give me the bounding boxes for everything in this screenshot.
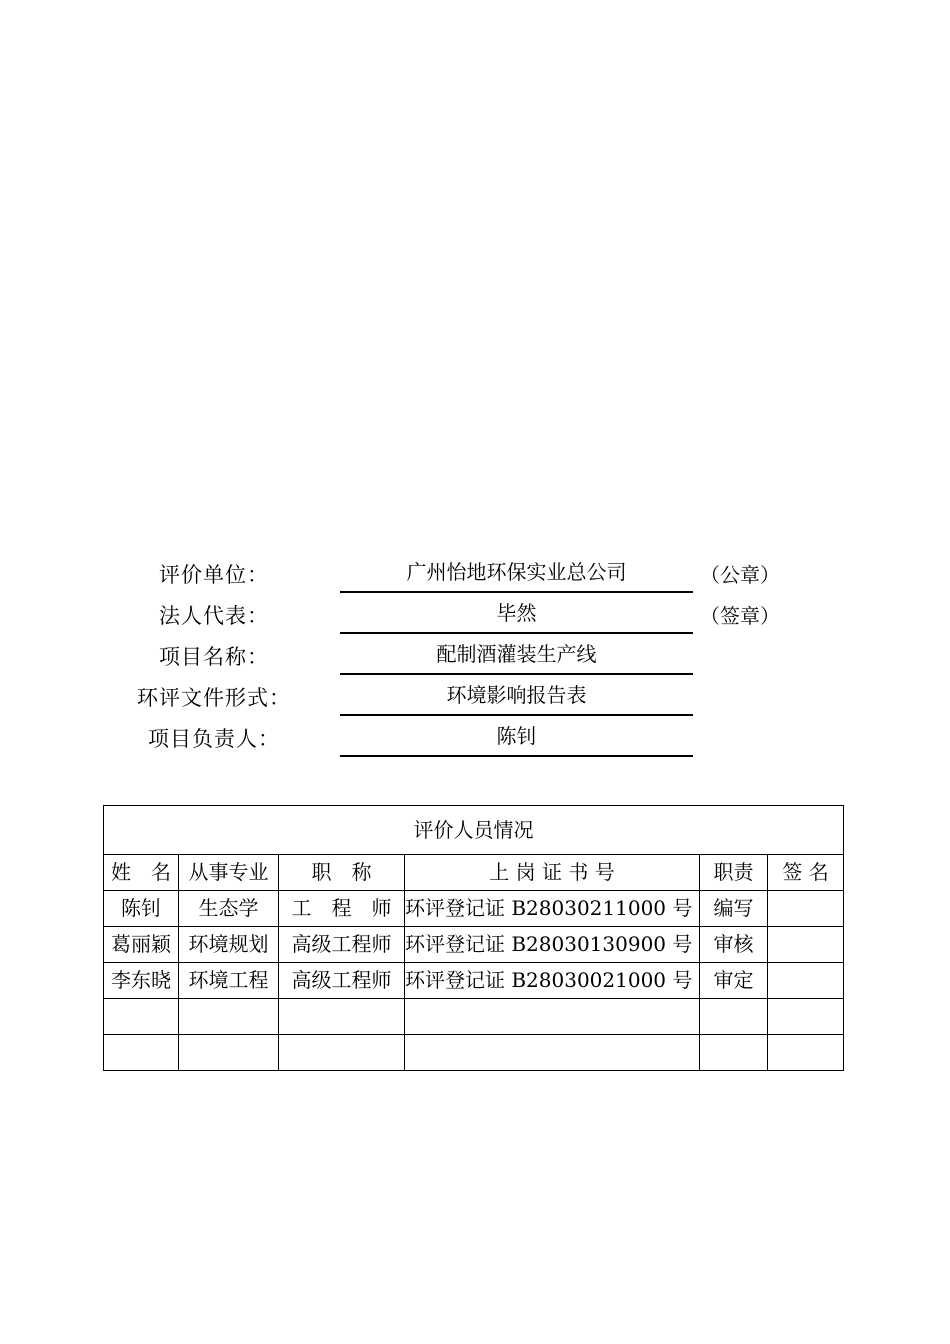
header-title: 职 称 — [279, 855, 405, 891]
cell-specialty — [179, 1035, 279, 1071]
header-name: 姓 名 — [104, 855, 179, 891]
table-row — [104, 963, 844, 999]
info-label: 评价单位： — [159, 563, 269, 587]
info-label: 环评文件形式： — [137, 686, 291, 710]
signature-note: （签章） — [700, 604, 780, 628]
header-certificate: 上 岗 证 书 号 — [405, 855, 700, 891]
cell-name — [104, 1035, 179, 1071]
info-row-unit — [0, 553, 950, 594]
info-row-project-lead — [0, 717, 950, 758]
header-duty: 职责 — [700, 855, 768, 891]
header-signature: 签 名 — [768, 855, 844, 891]
info-label: 法人代表： — [159, 604, 269, 628]
cell-duty: 审定 — [700, 963, 768, 999]
seal-note: （公章） — [700, 563, 780, 587]
cell-duty — [700, 999, 768, 1035]
table-row — [104, 1035, 844, 1071]
cell-title — [279, 999, 405, 1035]
info-label: 项目名称： — [159, 645, 269, 669]
info-value: 陈钊 — [340, 717, 693, 757]
header-specialty: 从事专业 — [179, 855, 279, 891]
table-title: 评价人员情况 — [104, 806, 844, 855]
staff-table — [103, 805, 844, 1071]
info-value: 配制酒灌装生产线 — [340, 635, 693, 675]
cell-title — [279, 1035, 405, 1071]
cell-specialty: 环境工程 — [179, 963, 279, 999]
cell-certificate — [405, 1035, 700, 1071]
info-row-document-type — [0, 676, 950, 717]
table-row — [104, 891, 844, 927]
cell-certificate — [405, 999, 700, 1035]
cell-title: 高级工程师 — [279, 927, 405, 963]
cell-specialty: 环境规划 — [179, 927, 279, 963]
cell-title: 工 程 师 — [279, 891, 405, 927]
info-value: 广州怡地环保实业总公司 — [340, 553, 693, 593]
info-row-legal-rep — [0, 594, 950, 635]
cell-duty: 编写 — [700, 891, 768, 927]
table-title-row — [104, 806, 844, 855]
cell-signature — [768, 999, 844, 1035]
table-header-row — [104, 855, 844, 891]
info-label: 项目负责人： — [148, 727, 280, 751]
cell-name: 葛丽颖 — [104, 927, 179, 963]
info-value: 毕然 — [340, 594, 693, 634]
cell-signature — [768, 927, 844, 963]
info-value: 环境影响报告表 — [340, 676, 693, 716]
cell-certificate: 环评登记证 B28030130900 号 — [405, 927, 700, 963]
cell-duty: 审核 — [700, 927, 768, 963]
cell-certificate: 环评登记证 B28030211000 号 — [405, 891, 700, 927]
cell-title: 高级工程师 — [279, 963, 405, 999]
cell-specialty — [179, 999, 279, 1035]
table-row — [104, 999, 844, 1035]
table-row — [104, 927, 844, 963]
cell-specialty: 生态学 — [179, 891, 279, 927]
cell-signature — [768, 1035, 844, 1071]
cell-certificate: 环评登记证 B28030021000 号 — [405, 963, 700, 999]
info-row-project-name — [0, 635, 950, 676]
cell-signature — [768, 891, 844, 927]
cell-name: 陈钊 — [104, 891, 179, 927]
cell-duty — [700, 1035, 768, 1071]
project-info-block — [0, 553, 950, 758]
cell-name — [104, 999, 179, 1035]
cell-name: 李东晓 — [104, 963, 179, 999]
cell-signature — [768, 963, 844, 999]
